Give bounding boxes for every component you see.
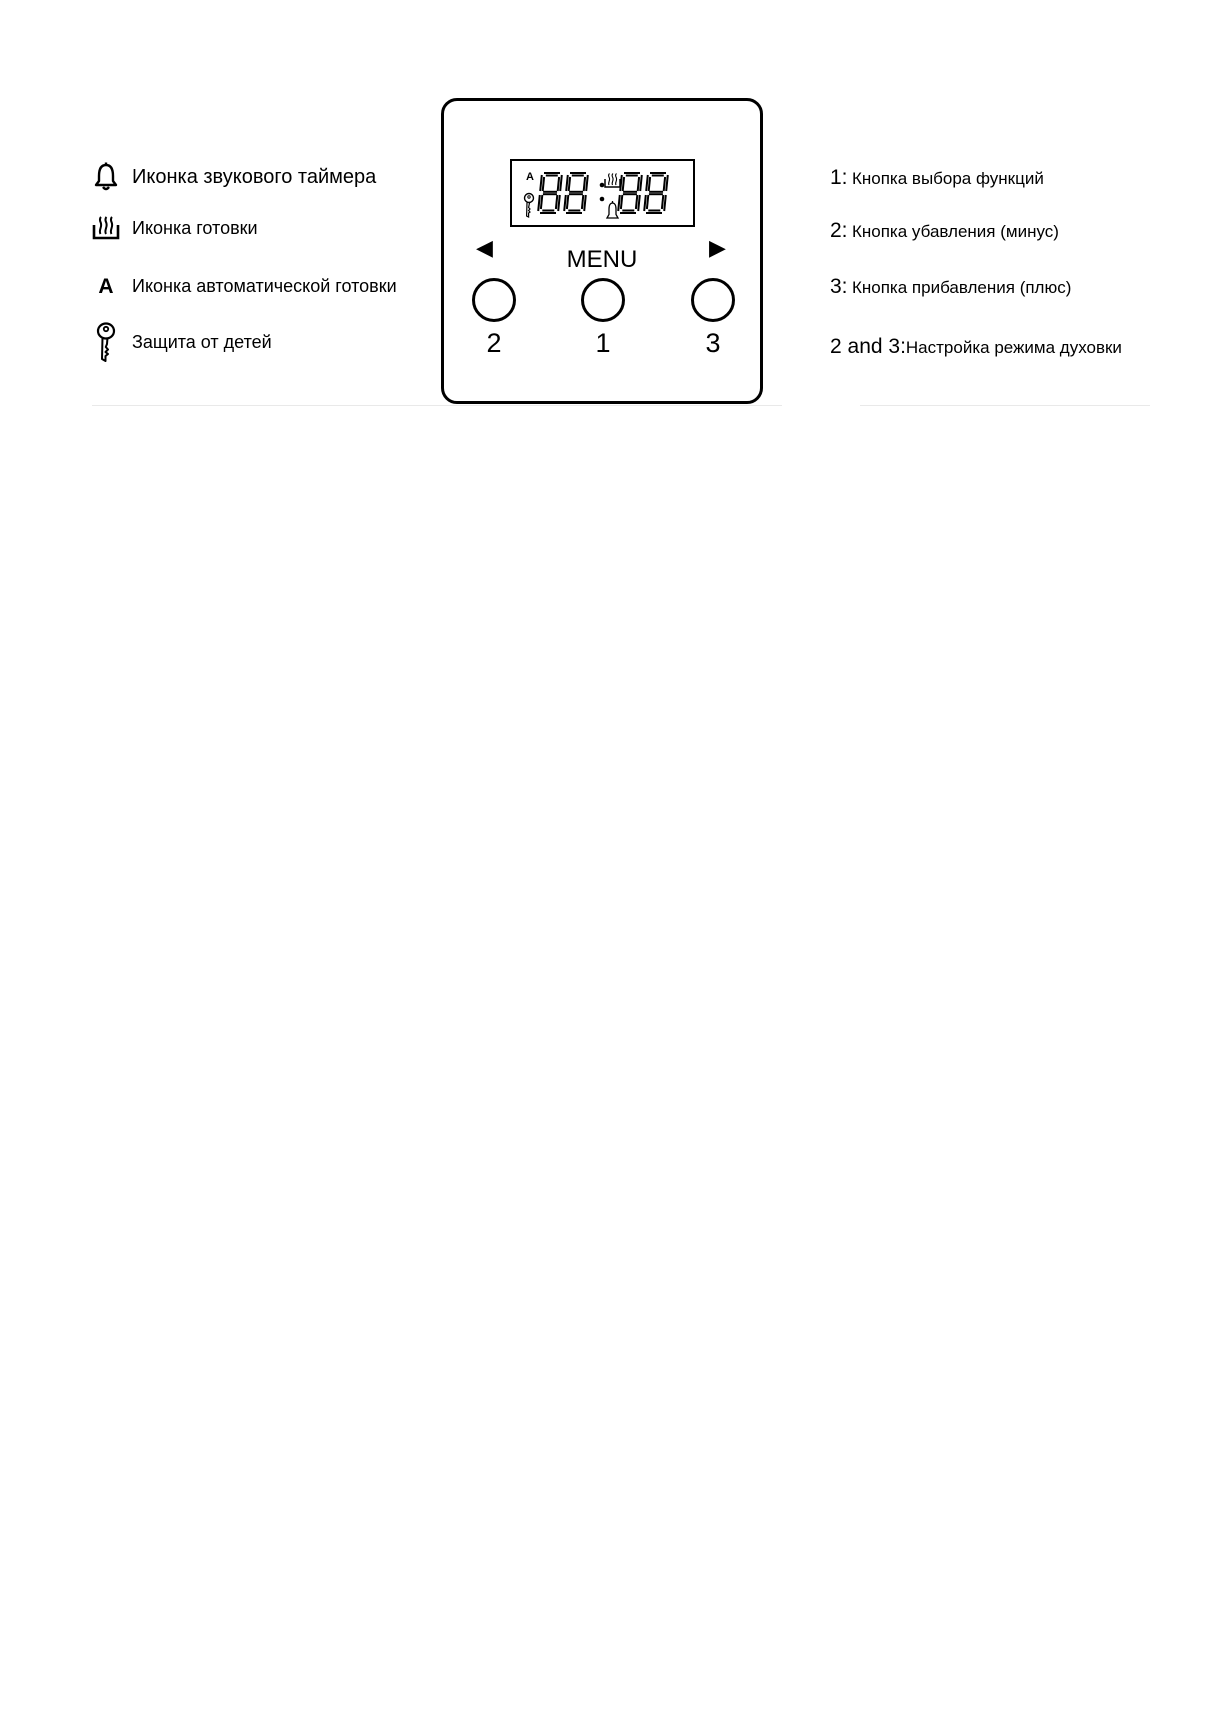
segment-b (558, 177, 559, 191)
lcd-digits (512, 161, 692, 224)
button-legend (830, 0, 1210, 400)
right-arrow-icon: ▶ (709, 235, 726, 260)
legend-label: Кнопка прибавления (плюс) (851, 278, 1072, 297)
bell-icon (92, 157, 120, 197)
lcd-cooking-icon (605, 174, 620, 188)
legend-key: 2: (830, 219, 848, 242)
segment-b (584, 177, 585, 191)
colon-dot (600, 183, 605, 188)
segment-c (636, 195, 637, 209)
legend-item-minus-button (830, 220, 1059, 241)
icon-legend (0, 0, 430, 400)
menu-button[interactable] (581, 278, 625, 322)
legend-label: Защита от детей (132, 331, 272, 352)
legend-item-cooking (92, 208, 258, 248)
legend-item-bell (92, 157, 376, 197)
legend-item-key (92, 322, 272, 362)
auto-icon (92, 266, 120, 306)
segment-f (543, 177, 544, 191)
legend-label: Иконка звукового таймера (132, 165, 377, 188)
legend-item-menu-button (830, 167, 1044, 188)
plus-button[interactable] (691, 278, 735, 322)
segment-c (582, 195, 583, 209)
lcd-auto-symbol: A (526, 171, 534, 183)
segment-b (664, 177, 665, 191)
control-panel (441, 98, 763, 404)
segment-b (638, 177, 639, 191)
segment-e (541, 195, 542, 209)
legend-item-auto (92, 266, 397, 306)
segment-c (558, 195, 560, 211)
legend-label: Кнопка выбора функций (851, 169, 1044, 188)
segment-c (662, 195, 663, 209)
segment-b (560, 175, 562, 191)
divider-line (860, 405, 1150, 406)
seven-segment-digits (538, 173, 668, 213)
segment-e (647, 195, 648, 209)
button-number-minus: 2 (486, 328, 502, 358)
segment-e (567, 195, 568, 209)
legend-key: 3: (830, 275, 848, 298)
segment-f (566, 175, 568, 191)
legend-item-combo (830, 336, 1122, 357)
segment-f (646, 175, 648, 191)
button-number-plus: 3 (705, 328, 721, 358)
divider-line (92, 405, 782, 406)
segment-b (666, 175, 668, 191)
segment-c (638, 195, 640, 211)
segment-e (644, 195, 646, 211)
lcd-bell-icon (607, 201, 618, 218)
segment-c (664, 195, 666, 211)
lcd-key-icon (525, 194, 534, 218)
segment-c (556, 195, 557, 209)
legend-item-plus-button (830, 276, 1071, 297)
segment-e (538, 195, 540, 211)
segment-f (620, 175, 622, 191)
auto-symbol: A (98, 274, 114, 298)
segment-e (621, 195, 622, 209)
lcd-display (510, 159, 695, 227)
segment-f (649, 177, 650, 191)
legend-label: Настройка режима духовки (905, 338, 1122, 357)
segment-f (569, 177, 570, 191)
segment-b (586, 175, 588, 191)
colon-dot (600, 197, 605, 202)
segment-f (540, 175, 542, 191)
key-icon (92, 322, 120, 362)
segment-c (584, 195, 586, 211)
legend-key: 1: (830, 166, 848, 189)
legend-label: Кнопка убавления (минус) (851, 222, 1059, 241)
minus-button[interactable] (472, 278, 516, 322)
button-number-menu: 1 (595, 328, 611, 358)
segment-e (618, 195, 620, 211)
legend-label: Иконка готовки (132, 217, 258, 238)
menu-label: MENU (566, 246, 638, 273)
segment-f (623, 177, 624, 191)
legend-label: Иконка автоматической готовки (132, 275, 397, 296)
segment-e (564, 195, 566, 211)
legend-key: 2 and 3: (830, 335, 906, 358)
cooking-icon (92, 208, 120, 248)
left-arrow-icon: ◀ (476, 235, 493, 260)
segment-b (640, 175, 642, 191)
